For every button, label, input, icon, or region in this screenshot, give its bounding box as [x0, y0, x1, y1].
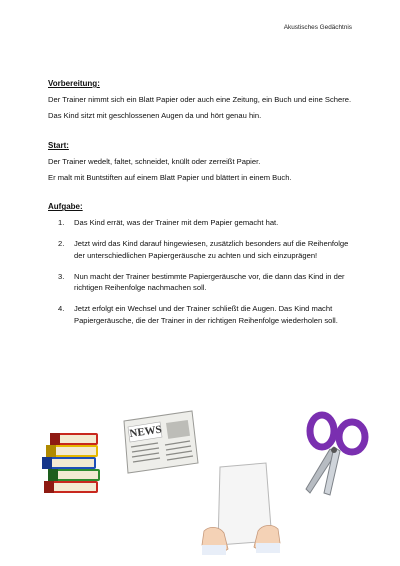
illustrations — [0, 405, 400, 566]
paragraph: Das Kind sitzt mit geschlossenen Augen da und hört genau hin. — [48, 111, 262, 121]
list-item-number: 4. — [58, 304, 65, 314]
list-item — [48, 303, 360, 327]
paragraph: Der Trainer wedelt, faltet, schneidet, knüllt oder zerreißt Papier. — [48, 156, 261, 166]
list-item-number: 3. — [58, 271, 65, 281]
heading-aufgabe: Aufgabe: — [48, 202, 83, 212]
list-item — [48, 238, 360, 262]
list-item-text: Jetzt wird das Kind darauf hingewiesen, zusätzlich besonders auf die Reihenfolge der unterschiedlichen Papiergeräusche zu achten und sich einzuprägen! — [74, 238, 349, 260]
list-item — [48, 271, 360, 295]
heading-start: Start: — [48, 140, 69, 150]
paragraph: Er malt mit Buntstiften auf einem Blatt Papier und blättert in einem Buch. — [48, 172, 292, 182]
list-item-number: 2. — [58, 238, 65, 248]
paragraph: Der Trainer nimmt sich ein Blatt Papier oder auch eine Zeitung, ein Buch und eine Schere. — [48, 95, 352, 104]
list-item-text: Jetzt erfolgt ein Wechsel und der Trainer schließt die Augen. Das Kind macht Papiergeräusche, die der Trainer in der richtigen Reihenfolge wiederholen soll. — [74, 304, 338, 325]
list-item-number: 1. — [58, 218, 65, 228]
list-item-text: Nun macht der Trainer bestimmte Papiergeräusche vor, die dann das Kind in der richtigen Reihenfolge nachmachen soll. — [74, 271, 345, 293]
heading-vorbereitung: Vorbereitung: — [48, 79, 100, 88]
list-item-text: Das Kind errät, was der Trainer mit dem Papier gemacht hat. — [74, 218, 279, 228]
newspaper-headline: NEWS — [128, 423, 163, 440]
paper-sheet-in-hands-icon — [200, 461, 282, 557]
page-header-title: Akustisches Gedächtnis — [283, 24, 352, 31]
document-body — [48, 78, 360, 336]
list-item — [48, 217, 360, 229]
newspaper-icon — [118, 409, 202, 475]
book-stack-icon — [40, 427, 106, 497]
scissors-icon — [300, 409, 372, 497]
task-list — [48, 217, 360, 327]
